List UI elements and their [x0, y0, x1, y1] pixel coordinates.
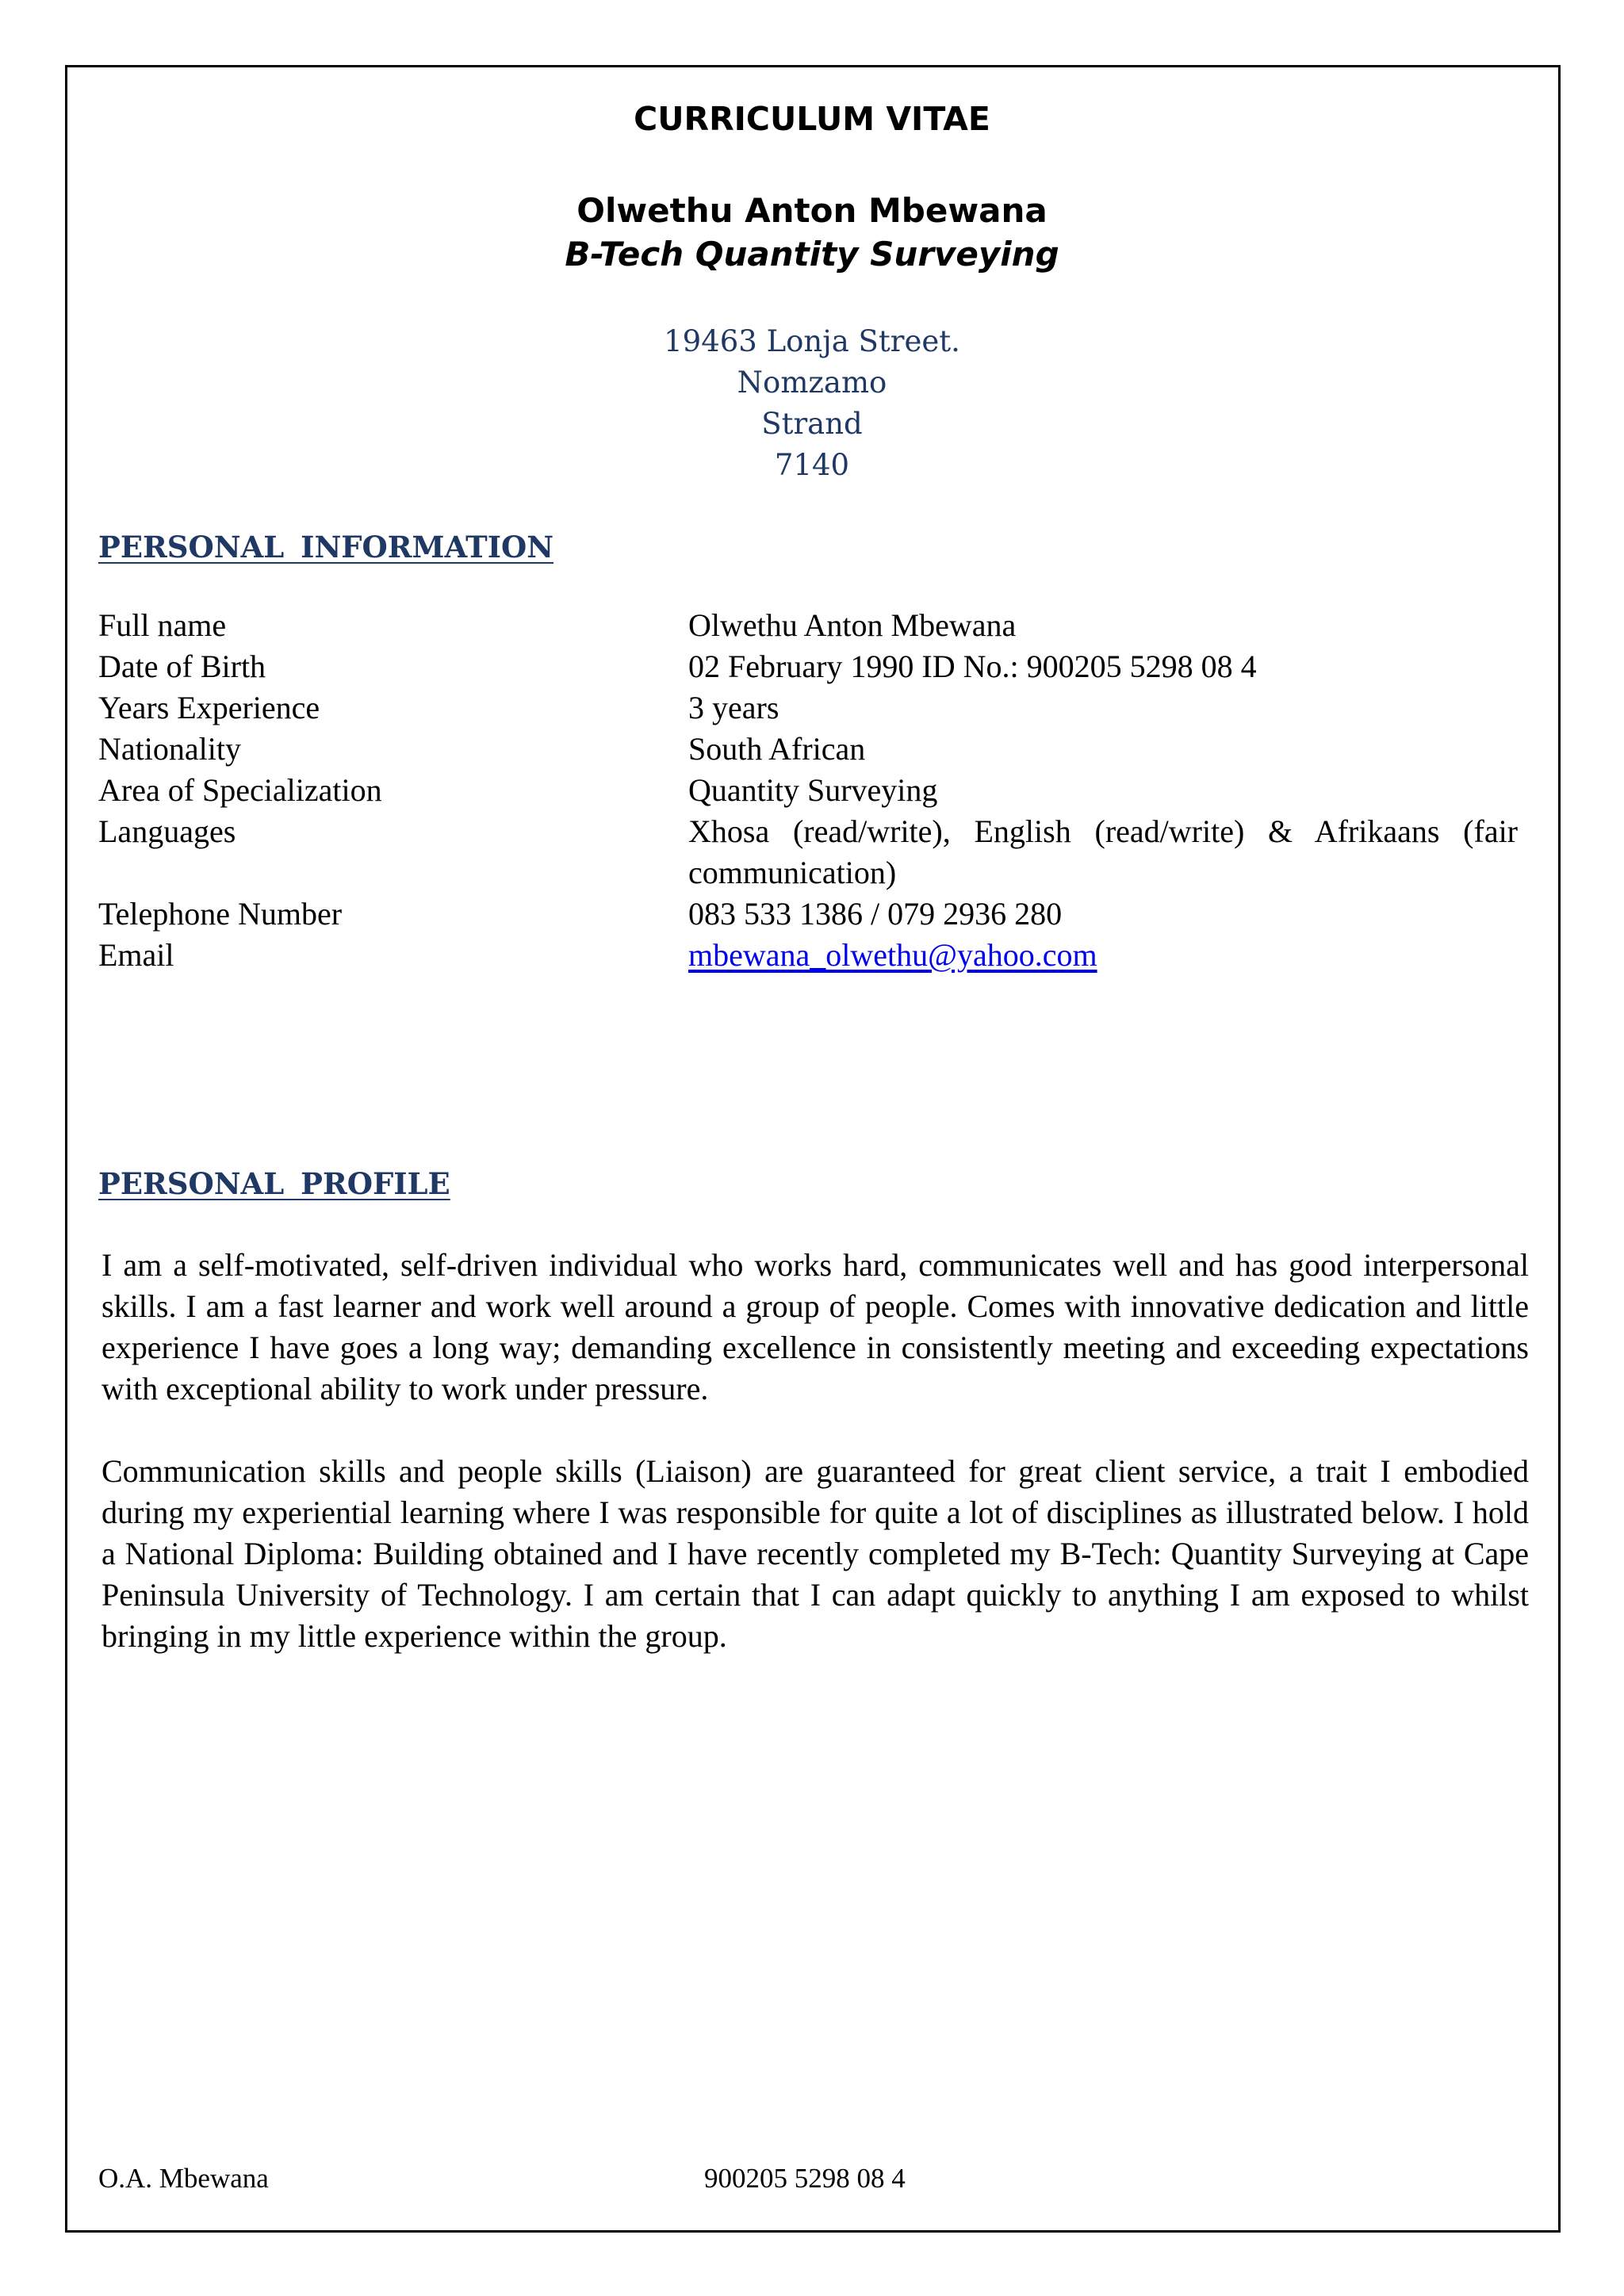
info-value: 083 533 1386 / 079 2936 280 [688, 896, 1063, 932]
info-row-languages [98, 811, 1518, 894]
info-row-specialization [98, 770, 1518, 811]
info-row-telephone [98, 894, 1518, 935]
info-value: 3 years [688, 690, 779, 725]
info-row-nationality [98, 729, 1518, 770]
info-value: Olwethu Anton Mbewana [688, 607, 1017, 643]
info-label: Date of Birth [98, 649, 266, 684]
info-label: Email [98, 937, 174, 973]
info-row-email [98, 935, 1518, 976]
info-row-full-name [98, 605, 1518, 646]
address-town: Strand [761, 407, 863, 441]
address-street: 19463 Lonja Street. [664, 324, 960, 358]
info-row-date-of-birth [98, 646, 1518, 687]
info-label: Nationality [98, 731, 241, 767]
address-postal-code: 7140 [774, 448, 850, 482]
profile-paragraph: I am a self-motivated, self-driven individual who works hard, communicates well and has good interpersonal skills. I am a fast learner and work well around a group of people. Comes with innovative dedication and little experience I have goes a long way; demanding excellence in consistently meeting and exceeding expectations with exceptional ability to work under pressure. [102, 1247, 1529, 1406]
postal-address [0, 321, 1624, 486]
info-label: Area of Specialization [98, 772, 382, 808]
personal-information-table [98, 605, 1518, 976]
info-value: 02 February 1990 ID No.: 900205 5298 08 4 [688, 649, 1257, 684]
footer-id-number: 900205 5298 08 4 [704, 2163, 906, 2194]
info-value: Xhosa (read/write), English (read/write) & Afrikaans (fair communication) [688, 813, 1518, 890]
footer-initials: O.A. Mbewana [98, 2163, 269, 2194]
info-label: Years Experience [98, 690, 320, 725]
personal-information-heading: PERSONAL INFORMATION [98, 530, 554, 564]
email-link[interactable]: mbewana_olwethu@yahoo.com [688, 937, 1097, 973]
address-suburb: Nomzamo [737, 365, 887, 400]
candidate-qualification: B-Tech Quantity Surveying [565, 235, 1059, 274]
info-label: Languages [98, 813, 236, 849]
personal-profile-heading: PERSONAL PROFILE [98, 1166, 450, 1201]
info-row-years-experience [98, 687, 1518, 729]
info-label: Full name [98, 607, 227, 643]
info-label: Telephone Number [98, 896, 343, 932]
candidate-name: Olwethu Anton Mbewana [576, 191, 1048, 230]
personal-profile-body [102, 1245, 1529, 1698]
info-value: Quantity Surveying [688, 772, 938, 808]
document-title: CURRICULUM VITAE [634, 100, 990, 138]
info-value: South African [688, 731, 866, 767]
profile-paragraph: Communication skills and people skills (Liaison) are guaranteed for great client service, a trait I embodied during my experiential learning where I was responsible for quite a lot of disciplines as illustrated below. I hold a National Diploma: Building obtained and I have recently completed my B-Tech: Quantity Surveying at Cape Peninsula University of Technology. I am certain that I can adapt quickly to anything I am exposed to whilst bringing in my little experience within the group. [102, 1453, 1529, 1654]
